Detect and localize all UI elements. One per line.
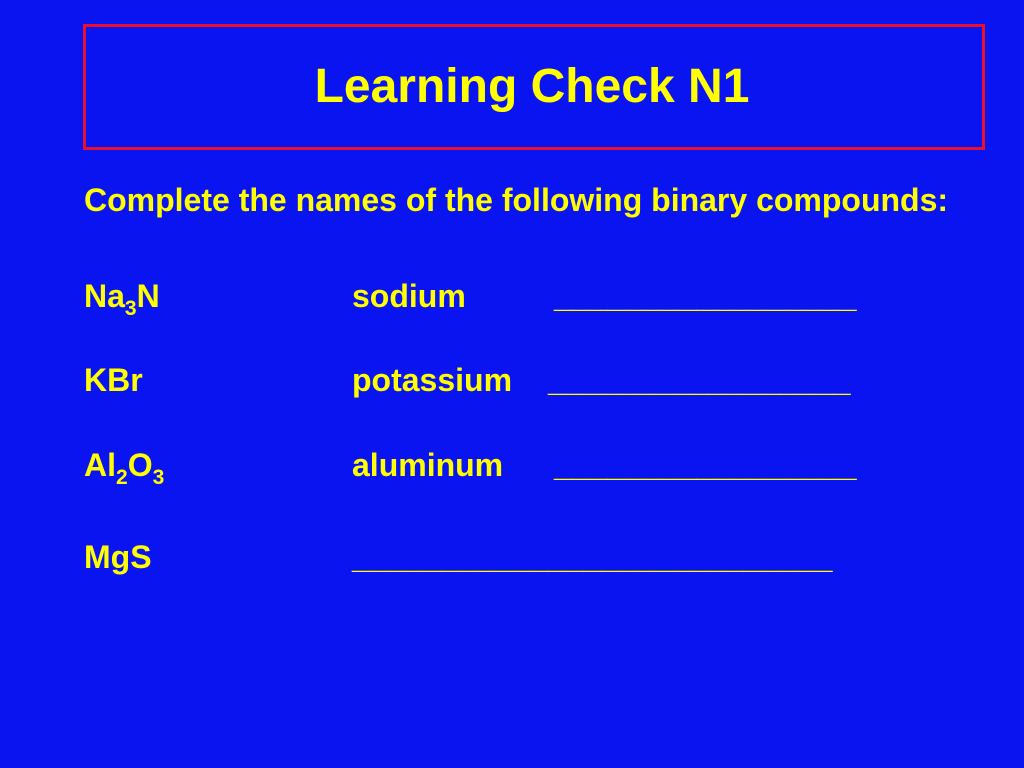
compound-row-al2o3: [84, 447, 964, 487]
name-prefix: aluminum: [352, 447, 504, 483]
answer-blank: ___________________________: [352, 539, 833, 575]
slide-title: Learning Check N1: [314, 60, 750, 113]
answer-blank: _________________: [554, 278, 857, 314]
chemical-formula: $Al_2O_3$: [84, 447, 165, 489]
compound-row-na3n: [84, 278, 964, 318]
chemical-formula: $Na_3N$: [84, 278, 160, 320]
chemical-formula: MgS: [84, 539, 152, 575]
compound-row-mgs: [84, 539, 964, 579]
answer-blank: _________________: [554, 447, 857, 483]
instructions-text: Complete the names of the following binary compounds:: [84, 182, 949, 218]
compound-row-kbr: [84, 362, 964, 402]
title-box: [83, 24, 985, 150]
name-prefix: sodium: [352, 278, 466, 314]
chemical-formula: KBr: [84, 362, 143, 398]
name-prefix: potassium: [352, 362, 513, 398]
answer-blank: _________________: [548, 362, 851, 398]
